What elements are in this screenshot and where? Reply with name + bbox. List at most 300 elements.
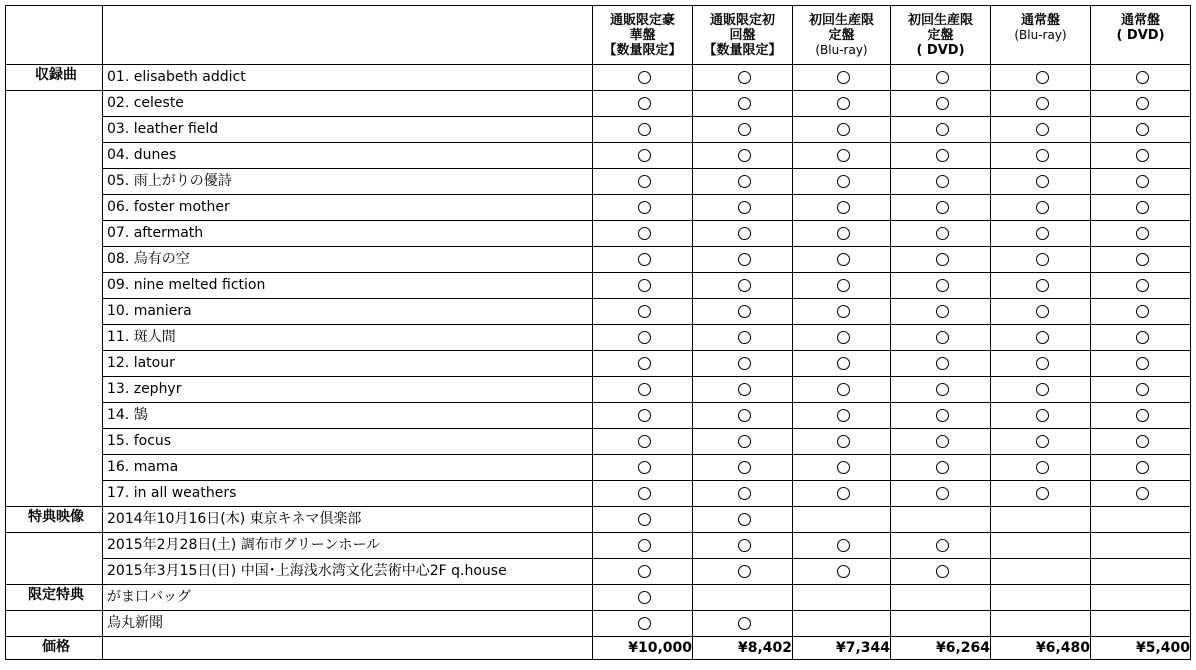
table-row xyxy=(6,299,1191,325)
included-mark xyxy=(1136,383,1149,396)
availability-cell xyxy=(891,91,991,117)
availability-cell xyxy=(1091,299,1191,325)
header-blank-section xyxy=(6,6,103,65)
price-cell: ¥8,402 xyxy=(693,637,793,660)
included-mark xyxy=(638,435,651,448)
availability-cell xyxy=(693,299,793,325)
availability-cell xyxy=(891,143,991,169)
included-mark xyxy=(738,305,751,318)
table-row xyxy=(6,585,1191,611)
table-row xyxy=(6,65,1191,91)
availability-cell xyxy=(593,455,693,481)
availability-cell xyxy=(891,403,991,429)
availability-cell xyxy=(991,377,1091,403)
included-mark xyxy=(738,201,751,214)
item-title: 04. dunes xyxy=(103,143,593,169)
item-title: がま口バッグ xyxy=(103,585,593,611)
included-mark xyxy=(638,331,651,344)
availability-cell xyxy=(693,455,793,481)
availability-cell xyxy=(1091,91,1191,117)
included-mark xyxy=(936,149,949,162)
availability-cell xyxy=(1091,455,1191,481)
availability-cell xyxy=(991,429,1091,455)
included-mark xyxy=(1036,487,1049,500)
availability-cell xyxy=(693,195,793,221)
included-mark xyxy=(638,123,651,136)
included-mark xyxy=(738,331,751,344)
price-blank xyxy=(103,637,593,660)
included-mark xyxy=(1136,305,1149,318)
included-mark xyxy=(1136,97,1149,110)
included-mark xyxy=(638,617,651,630)
table-row xyxy=(6,247,1191,273)
included-mark xyxy=(1036,123,1049,136)
price-cell: ¥7,344 xyxy=(793,637,891,660)
availability-cell xyxy=(793,221,891,247)
availability-cell xyxy=(1091,169,1191,195)
column-header: 通販限定初 回盤 【数量限定】 xyxy=(693,6,793,65)
included-mark xyxy=(1036,279,1049,292)
included-mark xyxy=(837,539,850,552)
table-row xyxy=(6,507,1191,533)
item-title: 10. maniera xyxy=(103,299,593,325)
availability-cell xyxy=(991,481,1091,507)
included-mark xyxy=(638,305,651,318)
price-cell: ¥10,000 xyxy=(593,637,693,660)
included-mark xyxy=(638,149,651,162)
included-mark xyxy=(738,565,751,578)
availability-cell xyxy=(793,299,891,325)
availability-cell xyxy=(793,429,891,455)
included-mark xyxy=(936,487,949,500)
availability-cell xyxy=(891,65,991,91)
availability-cell xyxy=(593,91,693,117)
availability-cell xyxy=(891,481,991,507)
included-mark xyxy=(638,253,651,266)
included-mark xyxy=(638,201,651,214)
availability-cell xyxy=(991,325,1091,351)
availability-cell xyxy=(1091,247,1191,273)
included-mark xyxy=(1136,123,1149,136)
availability-cell xyxy=(693,65,793,91)
section-label xyxy=(6,611,103,637)
availability-cell xyxy=(593,611,693,637)
availability-cell xyxy=(593,65,693,91)
included-mark xyxy=(738,253,751,266)
availability-cell xyxy=(991,455,1091,481)
availability-cell xyxy=(1091,325,1191,351)
section-label xyxy=(6,325,103,351)
availability-cell xyxy=(991,533,1091,559)
availability-cell xyxy=(793,351,891,377)
availability-cell xyxy=(793,533,891,559)
availability-cell xyxy=(593,143,693,169)
availability-cell xyxy=(593,169,693,195)
table-row xyxy=(6,429,1191,455)
availability-cell xyxy=(991,195,1091,221)
table-row xyxy=(6,169,1191,195)
column-header: 初回生産限 定盤 ( DVD) xyxy=(891,6,991,65)
table-row xyxy=(6,455,1191,481)
item-title: 烏丸新聞 xyxy=(103,611,593,637)
included-mark xyxy=(837,227,850,240)
availability-cell xyxy=(793,143,891,169)
included-mark xyxy=(1136,279,1149,292)
availability-cell xyxy=(991,351,1091,377)
availability-cell xyxy=(891,377,991,403)
availability-cell xyxy=(891,195,991,221)
included-mark xyxy=(837,175,850,188)
item-title: 17. in all weathers xyxy=(103,481,593,507)
table-row xyxy=(6,351,1191,377)
included-mark xyxy=(936,539,949,552)
section-label xyxy=(6,299,103,325)
availability-cell xyxy=(593,559,693,585)
table-header xyxy=(6,6,1191,65)
item-title: 2014年10月16日(木) 東京キネマ倶楽部 xyxy=(103,507,593,533)
table-row xyxy=(6,273,1191,299)
availability-cell xyxy=(593,221,693,247)
included-mark xyxy=(837,97,850,110)
included-mark xyxy=(638,97,651,110)
included-mark xyxy=(638,409,651,422)
availability-cell xyxy=(991,507,1091,533)
availability-cell xyxy=(891,611,991,637)
availability-cell xyxy=(693,169,793,195)
availability-cell xyxy=(891,169,991,195)
availability-cell xyxy=(593,273,693,299)
availability-cell xyxy=(891,221,991,247)
availability-cell xyxy=(793,455,891,481)
availability-cell xyxy=(891,507,991,533)
price-cell: ¥6,264 xyxy=(891,637,991,660)
availability-cell xyxy=(593,247,693,273)
section-label xyxy=(6,351,103,377)
availability-cell xyxy=(991,65,1091,91)
included-mark xyxy=(936,71,949,84)
included-mark xyxy=(936,227,949,240)
availability-cell xyxy=(693,507,793,533)
included-mark xyxy=(1136,71,1149,84)
included-mark xyxy=(738,123,751,136)
availability-cell xyxy=(593,507,693,533)
included-mark xyxy=(837,305,850,318)
included-mark xyxy=(936,357,949,370)
included-mark xyxy=(638,71,651,84)
section-label: 価格 xyxy=(6,637,103,660)
column-header: 通常盤 (Blu-ray) xyxy=(991,6,1091,65)
availability-cell xyxy=(1091,377,1191,403)
included-mark xyxy=(936,435,949,448)
header-blank-title xyxy=(103,6,593,65)
availability-cell xyxy=(991,611,1091,637)
item-title: 03. leather field xyxy=(103,117,593,143)
availability-cell xyxy=(593,195,693,221)
section-label xyxy=(6,143,103,169)
included-mark xyxy=(1136,253,1149,266)
included-mark xyxy=(738,435,751,448)
included-mark xyxy=(1036,331,1049,344)
included-mark xyxy=(837,201,850,214)
availability-cell xyxy=(693,221,793,247)
section-label: 特典映像 xyxy=(6,507,103,533)
availability-cell xyxy=(693,143,793,169)
price-cell: ¥6,480 xyxy=(991,637,1091,660)
availability-cell xyxy=(593,351,693,377)
included-mark xyxy=(1036,357,1049,370)
availability-cell xyxy=(1091,507,1191,533)
table-row xyxy=(6,91,1191,117)
included-mark xyxy=(936,123,949,136)
availability-cell xyxy=(891,455,991,481)
included-mark xyxy=(638,227,651,240)
availability-cell xyxy=(793,169,891,195)
included-mark xyxy=(1136,487,1149,500)
availability-cell xyxy=(991,273,1091,299)
included-mark xyxy=(1036,383,1049,396)
section-label xyxy=(6,481,103,507)
included-mark xyxy=(837,409,850,422)
included-mark xyxy=(936,331,949,344)
availability-cell xyxy=(693,611,793,637)
included-mark xyxy=(837,71,850,84)
section-label: 収録曲 xyxy=(6,65,103,91)
availability-cell xyxy=(693,403,793,429)
availability-cell xyxy=(991,247,1091,273)
table-row xyxy=(6,481,1191,507)
availability-cell xyxy=(1091,117,1191,143)
included-mark xyxy=(936,461,949,474)
availability-cell xyxy=(1091,143,1191,169)
availability-cell xyxy=(1091,351,1191,377)
included-mark xyxy=(1036,175,1049,188)
included-mark xyxy=(936,279,949,292)
table-row xyxy=(6,117,1191,143)
availability-cell xyxy=(693,481,793,507)
availability-cell xyxy=(991,221,1091,247)
availability-cell xyxy=(891,533,991,559)
included-mark xyxy=(1036,71,1049,84)
availability-cell xyxy=(593,299,693,325)
included-mark xyxy=(638,539,651,552)
availability-cell xyxy=(793,273,891,299)
availability-cell xyxy=(1091,559,1191,585)
included-mark xyxy=(1036,305,1049,318)
availability-cell xyxy=(1091,195,1191,221)
included-mark xyxy=(1136,201,1149,214)
included-mark xyxy=(837,461,850,474)
included-mark xyxy=(738,409,751,422)
table-row xyxy=(6,533,1191,559)
table-row xyxy=(6,377,1191,403)
availability-cell xyxy=(793,195,891,221)
availability-cell xyxy=(793,91,891,117)
availability-cell xyxy=(693,585,793,611)
section-label xyxy=(6,91,103,117)
availability-cell xyxy=(991,585,1091,611)
availability-cell xyxy=(693,559,793,585)
included-mark xyxy=(1036,461,1049,474)
included-mark xyxy=(936,383,949,396)
column-header: 初回生産限 定盤 (Blu-ray) xyxy=(793,6,891,65)
section-label xyxy=(6,117,103,143)
included-mark xyxy=(837,565,850,578)
included-mark xyxy=(837,279,850,292)
availability-cell xyxy=(693,91,793,117)
section-label xyxy=(6,429,103,455)
availability-cell xyxy=(891,351,991,377)
included-mark xyxy=(738,487,751,500)
included-mark xyxy=(837,123,850,136)
availability-cell xyxy=(593,117,693,143)
included-mark xyxy=(1136,175,1149,188)
included-mark xyxy=(738,617,751,630)
item-title: 05. 雨上がりの優詩 xyxy=(103,169,593,195)
included-mark xyxy=(1036,97,1049,110)
included-mark xyxy=(738,383,751,396)
included-mark xyxy=(1036,409,1049,422)
included-mark xyxy=(936,409,949,422)
included-mark xyxy=(738,71,751,84)
table-body xyxy=(6,65,1191,660)
availability-cell xyxy=(991,117,1091,143)
availability-cell xyxy=(891,247,991,273)
availability-cell xyxy=(991,169,1091,195)
table-row xyxy=(6,195,1191,221)
included-mark xyxy=(1036,435,1049,448)
included-mark xyxy=(638,591,651,604)
item-title: 02. celeste xyxy=(103,91,593,117)
item-title: 16. mama xyxy=(103,455,593,481)
included-mark xyxy=(936,565,949,578)
availability-cell xyxy=(891,429,991,455)
availability-cell xyxy=(991,403,1091,429)
included-mark xyxy=(837,435,850,448)
included-mark xyxy=(738,461,751,474)
included-mark xyxy=(1036,253,1049,266)
availability-cell xyxy=(1091,273,1191,299)
availability-cell xyxy=(1091,221,1191,247)
item-title: 07. aftermath xyxy=(103,221,593,247)
included-mark xyxy=(738,357,751,370)
availability-cell xyxy=(593,377,693,403)
availability-cell xyxy=(593,325,693,351)
included-mark xyxy=(936,201,949,214)
table-row xyxy=(6,611,1191,637)
included-mark xyxy=(837,331,850,344)
availability-cell xyxy=(793,481,891,507)
availability-cell xyxy=(793,377,891,403)
included-mark xyxy=(936,253,949,266)
availability-cell xyxy=(693,533,793,559)
table-row xyxy=(6,559,1191,585)
section-label xyxy=(6,403,103,429)
availability-cell xyxy=(1091,585,1191,611)
item-title: 14. 鵠 xyxy=(103,403,593,429)
availability-cell xyxy=(793,403,891,429)
included-mark xyxy=(936,305,949,318)
included-mark xyxy=(1136,149,1149,162)
availability-cell xyxy=(891,273,991,299)
included-mark xyxy=(638,461,651,474)
included-mark xyxy=(638,383,651,396)
section-label xyxy=(6,455,103,481)
included-mark xyxy=(1136,435,1149,448)
section-label xyxy=(6,377,103,403)
availability-cell xyxy=(891,559,991,585)
availability-cell xyxy=(593,429,693,455)
included-mark xyxy=(638,513,651,526)
item-title: 2015年2月28日(土) 調布市グリーンホール xyxy=(103,533,593,559)
included-mark xyxy=(837,253,850,266)
item-title: 12. latour xyxy=(103,351,593,377)
included-mark xyxy=(738,97,751,110)
availability-cell xyxy=(593,403,693,429)
section-label xyxy=(6,221,103,247)
section-label xyxy=(6,533,103,559)
availability-cell xyxy=(891,585,991,611)
availability-cell xyxy=(1091,611,1191,637)
section-label xyxy=(6,273,103,299)
availability-cell xyxy=(1091,403,1191,429)
table-row xyxy=(6,403,1191,429)
availability-cell xyxy=(991,91,1091,117)
item-title: 11. 斑人間 xyxy=(103,325,593,351)
table-row xyxy=(6,143,1191,169)
availability-cell xyxy=(991,299,1091,325)
availability-cell xyxy=(793,65,891,91)
included-mark xyxy=(1036,201,1049,214)
availability-cell xyxy=(693,429,793,455)
included-mark xyxy=(1136,409,1149,422)
availability-cell xyxy=(793,507,891,533)
included-mark xyxy=(936,97,949,110)
availability-cell xyxy=(693,247,793,273)
included-mark xyxy=(738,279,751,292)
included-mark xyxy=(638,487,651,500)
included-mark xyxy=(738,149,751,162)
included-mark xyxy=(738,513,751,526)
included-mark xyxy=(1136,461,1149,474)
availability-cell xyxy=(1091,65,1191,91)
included-mark xyxy=(638,279,651,292)
item-title: 08. 烏有の空 xyxy=(103,247,593,273)
availability-cell xyxy=(1091,481,1191,507)
section-label xyxy=(6,559,103,585)
included-mark xyxy=(1036,227,1049,240)
item-title: 15. focus xyxy=(103,429,593,455)
item-title: 06. foster mother xyxy=(103,195,593,221)
availability-cell xyxy=(891,325,991,351)
included-mark xyxy=(837,487,850,500)
column-header: 通販限定豪 華盤 【数量限定】 xyxy=(593,6,693,65)
edition-comparison-table xyxy=(5,5,1191,660)
item-title: 13. zephyr xyxy=(103,377,593,403)
included-mark xyxy=(1036,149,1049,162)
included-mark xyxy=(738,227,751,240)
included-mark xyxy=(1136,357,1149,370)
availability-cell xyxy=(891,299,991,325)
included-mark xyxy=(738,175,751,188)
availability-cell xyxy=(793,117,891,143)
availability-cell xyxy=(593,481,693,507)
availability-cell xyxy=(593,585,693,611)
availability-cell xyxy=(793,325,891,351)
included-mark xyxy=(837,149,850,162)
section-label xyxy=(6,169,103,195)
item-title: 09. nine melted fiction xyxy=(103,273,593,299)
availability-cell xyxy=(693,117,793,143)
